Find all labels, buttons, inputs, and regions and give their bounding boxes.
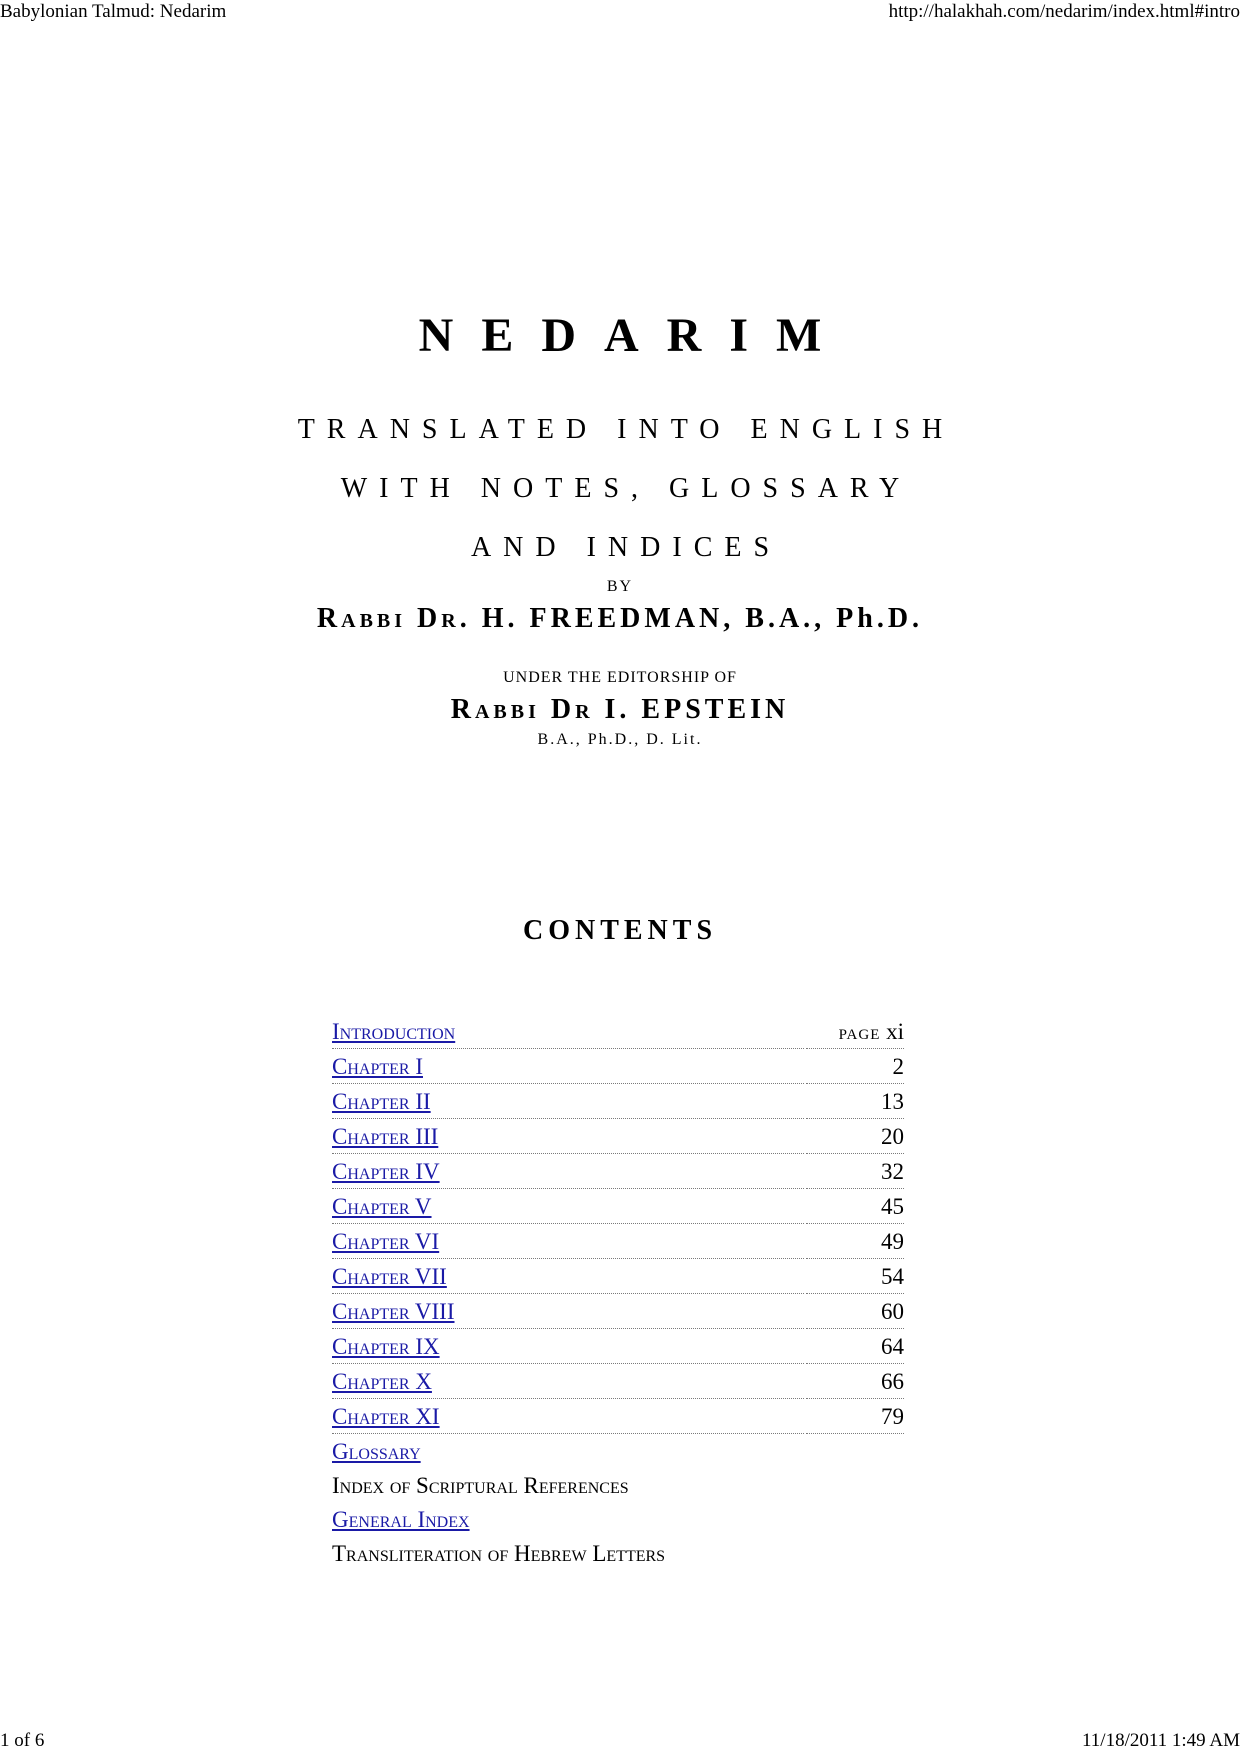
editor-name: I. EPSTEIN <box>604 694 790 725</box>
editor-degrees: B.A., Ph.D., D. Lit. <box>537 731 703 748</box>
toc-page-number: 79 <box>806 1401 904 1434</box>
contents-heading: CONTENTS <box>522 915 718 946</box>
toc-link-chapter-9[interactable]: Chapter IX <box>332 1334 440 1359</box>
toc-link-chapter-5[interactable]: Chapter V <box>332 1194 432 1219</box>
toc-link-chapter-3[interactable]: Chapter III <box>332 1124 439 1149</box>
toc-row-chapter-3 <box>332 1121 904 1154</box>
toc-row-chapter-1 <box>332 1051 904 1084</box>
toc-row-general-index <box>332 1504 904 1536</box>
contents-table <box>330 1014 906 1572</box>
print-header-title: Babylonian Talmud: Nedarim <box>0 1 227 22</box>
subtitle-line-1: TRANSLATED INTO ENGLISH <box>297 414 955 445</box>
toc-link-chapter-8[interactable]: Chapter VIII <box>332 1299 455 1324</box>
toc-row-chapter-11 <box>332 1401 904 1434</box>
page-word: page <box>838 1020 881 1044</box>
toc-link-chapter-10[interactable]: Chapter X <box>332 1369 432 1394</box>
toc-page-introduction <box>806 1016 904 1049</box>
print-footer-datetime: 11/18/2011 1:49 AM <box>1082 1730 1240 1751</box>
toc-row-chapter-7 <box>332 1261 904 1294</box>
subtitle-line-2: WITH NOTES, GLOSSARY <box>340 473 912 504</box>
toc-link-chapter-2[interactable]: Chapter II <box>332 1089 431 1114</box>
toc-link-chapter-4[interactable]: Chapter IV <box>332 1159 440 1184</box>
toc-link-introduction[interactable]: Introduction <box>332 1019 456 1044</box>
toc-row-scriptural-index <box>332 1470 904 1502</box>
toc-row-introduction <box>332 1016 904 1049</box>
toc-page-number: 32 <box>806 1156 904 1189</box>
author-line <box>0 602 1240 636</box>
toc-row-chapter-2 <box>332 1086 904 1119</box>
author-prefix: Rabbi Dr. <box>316 603 471 634</box>
book-title: NEDARIM <box>418 309 850 362</box>
toc-page-number: 2 <box>806 1051 904 1084</box>
toc-page-number: 49 <box>806 1226 904 1259</box>
editorship-label: UNDER THE EDITORSHIP OF <box>503 669 737 686</box>
toc-item-scriptural-index: Index of Scriptural References <box>332 1473 629 1498</box>
toc-page-number: 66 <box>806 1366 904 1399</box>
toc-row-chapter-4 <box>332 1156 904 1189</box>
toc-page-number: xi <box>886 1019 904 1044</box>
toc-link-chapter-1[interactable]: Chapter I <box>332 1054 423 1079</box>
toc-row-chapter-10 <box>332 1366 904 1399</box>
toc-link-chapter-11[interactable]: Chapter XI <box>332 1404 440 1429</box>
toc-row-chapter-9 <box>332 1331 904 1364</box>
by-label: BY <box>606 578 634 595</box>
toc-page-number: 20 <box>806 1121 904 1154</box>
toc-row-glossary <box>332 1436 904 1468</box>
toc-page-number: 45 <box>806 1191 904 1224</box>
toc-link-chapter-6[interactable]: Chapter VI <box>332 1229 440 1254</box>
toc-link-glossary[interactable]: Glossary <box>332 1439 421 1464</box>
toc-link-general-index[interactable]: General Index <box>332 1507 470 1532</box>
print-footer-page-count: 1 of 6 <box>0 1730 45 1751</box>
subtitle-line-3: AND INDICES <box>470 532 782 563</box>
toc-page-number: 64 <box>806 1331 904 1364</box>
toc-page-number: 60 <box>806 1296 904 1329</box>
toc-row-transliteration <box>332 1538 904 1570</box>
editor-prefix: Rabbi Dr <box>450 694 594 725</box>
print-header-url: http://halakhah.com/nedarim/index.html#intro <box>888 1 1240 22</box>
toc-row-chapter-6 <box>332 1226 904 1259</box>
toc-link-chapter-7[interactable]: Chapter VII <box>332 1264 447 1289</box>
editor-line <box>0 693 1240 727</box>
toc-page-number: 54 <box>806 1261 904 1294</box>
author-name: H. FREEDMAN, B.A., Ph.D. <box>481 603 924 634</box>
toc-row-chapter-5 <box>332 1191 904 1224</box>
toc-item-transliteration: Transliteration of Hebrew Letters <box>332 1541 666 1566</box>
toc-row-chapter-8 <box>332 1296 904 1329</box>
toc-page-number: 13 <box>806 1086 904 1119</box>
